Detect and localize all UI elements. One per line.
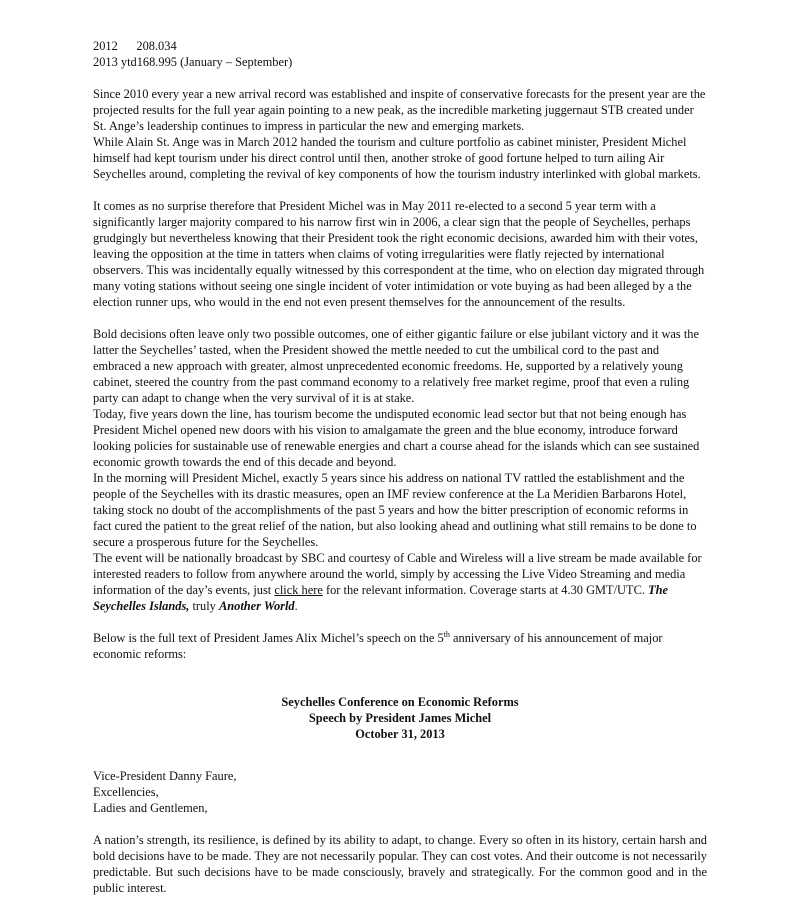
paragraph-arrival-records: Since 2010 every year a new arrival record was established and inspite of conservative forecasts for the present year are the projected results for the full year again pointing to a new peak, as the incredible marketing juggernaut STB created under St. Ange’s leadership continues to impress in particular the new and emerging markets. xyxy=(93,87,706,133)
paragraph-air-seychelles: While Alain St. Ange was in March 2012 handed the tourism and culture portfolio as cabinet minister, President Michel himself had kept tourism under his direct control until then, another stroke of good fortune helped to turn ailing Air Seychelles around, completing the revival of key components of how the tourism industry interlinked with global markets. xyxy=(93,135,701,181)
paragraph-bold-decisions: Bold decisions often leave only two possible outcomes, one of either gigantic failure or else jubilant victory and it was the latter the Seychelles’ tasted, when the President showed the mettle needed to cut the umbilical cord to the past and embraced a new approach with greater, almost unprecedented economic freedoms. He, supported by a relatively young cabinet, steered the country from the past command economy to a relatively free market regime, proof that even a ruling party can adapt to change when the very survival of it is at stake. xyxy=(93,327,699,405)
paragraph-speech-intro: Below is the full text of President James Alix Michel’s speech on the 5th anniversary of his announcement of major economic reforms: xyxy=(93,629,663,661)
greeting-excellencies: Excellencies, xyxy=(93,785,159,799)
arrivals-2012: 2012 208.034 xyxy=(93,39,177,53)
seychelles-islands-tagline: The Seychelles Islands, xyxy=(93,583,668,613)
another-world-tagline: Another World xyxy=(218,599,295,613)
document-page xyxy=(93,38,707,896)
paragraph-broadcast: The event will be nationally broadcast by SBC and courtesy of Cable and Wireless will a live stream be made available for interested readers to follow from anywhere around the world, simply by accessing the Live Video Streaming and media information of the day’s events, just click here for the relevant information. Coverage starts at 4.30 GMT/UTC. The Seychelles Islands, truly Another World. xyxy=(93,551,702,613)
paragraph-imf-conference: In the morning will President Michel, exactly 5 years since his address on national TV rattled the establishment and the people of the Seychelles with its drastic measures, open an IMF review conference at the La Meridien Barbarons Hotel, taking stock no doubt of the accomplishments of the past 5 years and how the bitter prescription of economic reforms in fact cured the patient to the great relief of the nation, but also looking ahead and outlining what still remains to be done to secure a prosperous future for the Seychelles. xyxy=(93,471,697,549)
greeting-ladies-gentlemen: Ladies and Gentlemen, xyxy=(93,801,208,815)
speech-subtitle: Speech by President James Michel xyxy=(308,711,492,725)
speech-title: Seychelles Conference on Economic Reforms xyxy=(281,695,519,709)
speech-body-paragraph: A nation’s strength, its resilience, is defined by its ability to adapt, to change. Every so often in its history, certain harsh and bold decisions have to be made. They are not necessarily popular. They can cost votes. And their outcome is not necessarily predictable. But such decisions have to be made consciously, bravely and strategically. For the common good and in the public interest. xyxy=(93,833,707,895)
greeting-vice-president: Vice-President Danny Faure, xyxy=(93,769,237,783)
speech-date: October 31, 2013 xyxy=(355,727,445,741)
click-here-link[interactable]: click here xyxy=(274,583,323,597)
paragraph-today: Today, five years down the line, has tourism become the undisputed economic lead sector but that not being enough has President Michel opened new doors with his vision to amalgamate the green and the blue economy, introduce forward looking policies for sustainable use of renewable energies and chart a course ahead for the islands which can see sustained economic growth towards the end of this decade and beyond. xyxy=(93,407,700,469)
arrivals-2013-ytd: 2013 ytd168.995 (January – September) xyxy=(93,55,293,69)
paragraph-re-election: It comes as no surprise therefore that President Michel was in May 2011 re-elected to a second 5 year term with a significantly larger majority compared to his narrow first win in 2006, a clear sign that the people of Seychelles, perhaps grudgingly but nevertheless knowing that their President took the right economic decisions, awarded him with their votes, leaving the opposition at the time in tatters when claims of voting irregularities were flatly rejected by international observers. This was incidentally equally witnessed by this correspondent at the time, who on election day migrated through many voting stations without seeing one single incident of voter intimidation or vote buying as had been alleged by a the election runner ups, who would in the end not even present themselves for the announcement of the results. xyxy=(93,199,705,309)
